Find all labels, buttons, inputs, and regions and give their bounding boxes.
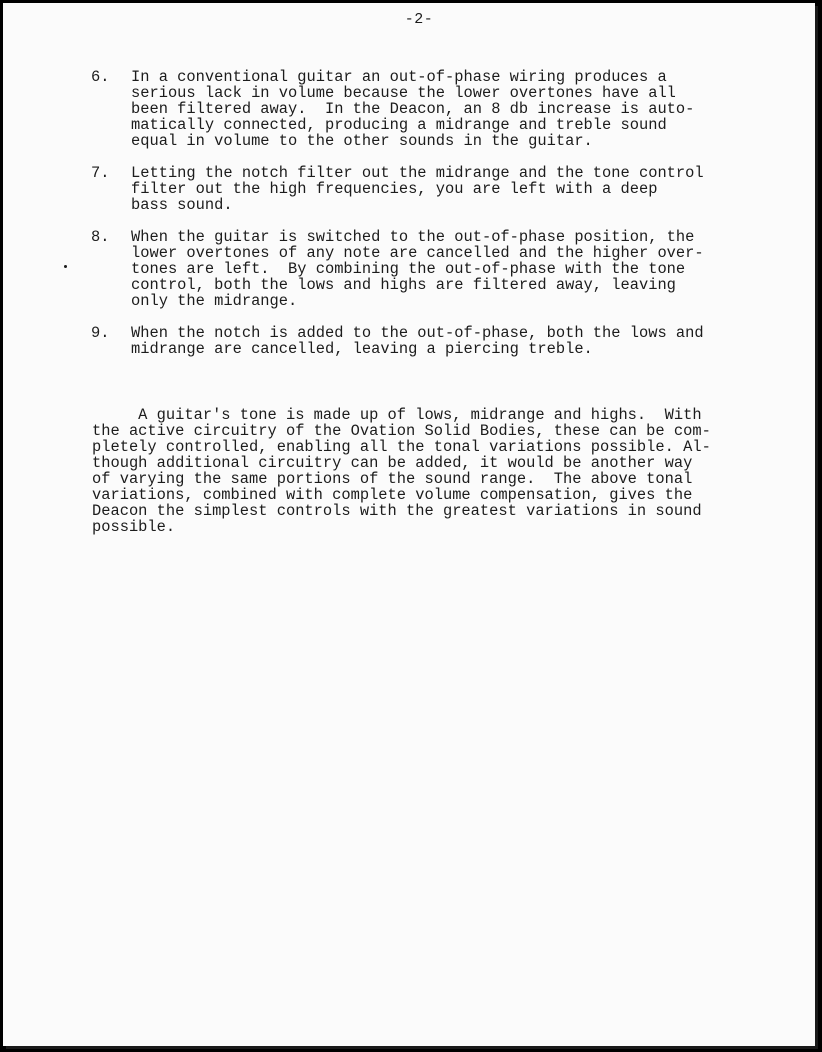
text-line: A guitar's tone is made up of lows, midrange and highs. With: [92, 406, 702, 424]
text-line: tones are left. By combining the out-of-phase with the tone: [131, 260, 686, 278]
list-item-6: [91, 69, 751, 149]
text-line: filter out the high frequencies, you are left with a deep: [131, 180, 658, 198]
list-item-text: [131, 229, 704, 309]
list-item-number: 6.: [91, 68, 110, 86]
text-line: pletely controlled, enabling all the tonal variations possible. Al-: [92, 438, 711, 456]
closing-paragraph: [92, 407, 762, 535]
page-number: -2-: [404, 11, 434, 28]
numbered-list: [91, 69, 751, 373]
text-line: Deacon the simplest controls with the greatest variations in sound: [92, 502, 702, 520]
document-page: [3, 3, 815, 1046]
text-line: lower overtones of any note are cancelled and the higher over-: [131, 244, 704, 262]
text-line: When the guitar is switched to the out-of-phase position, the: [131, 228, 695, 246]
list-item-number: 8.: [91, 228, 110, 246]
text-line: though additional circuitry can be added, it would be another way: [92, 454, 693, 472]
text-line: serious lack in volume because the lower overtones have all: [131, 84, 676, 102]
list-item-text: [131, 69, 694, 149]
text-line: control, both the lows and highs are filtered away, leaving: [131, 276, 676, 294]
text-line: been filtered away. In the Deacon, an 8 db increase is auto-: [131, 100, 695, 118]
list-item-number: 9.: [91, 324, 110, 342]
list-item-8: [91, 229, 751, 309]
list-item-7: [91, 165, 751, 213]
text-line: When the notch is added to the out-of-phase, both the lows and: [131, 324, 704, 342]
text-line: Letting the notch filter out the midrange and the tone control: [131, 164, 704, 182]
list-item-text: [131, 325, 704, 357]
text-line: variations, combined with complete volume compensation, gives the: [92, 486, 693, 504]
text-line: In a conventional guitar an out-of-phase wiring produces a: [131, 68, 667, 86]
text-line: possible.: [92, 518, 176, 536]
stray-ink-mark: [64, 265, 67, 268]
text-line: matically connected, producing a midrange and treble sound: [131, 116, 667, 134]
list-item-number: 7.: [91, 164, 110, 182]
text-line: bass sound.: [131, 196, 233, 214]
text-line: only the midrange.: [131, 292, 298, 310]
text-line: midrange are cancelled, leaving a piercing treble.: [131, 340, 593, 358]
text-line: of varying the same portions of the sound range. The above tonal: [92, 470, 693, 488]
text-line: the active circuitry of the Ovation Solid Bodies, these can be com-: [92, 422, 711, 440]
text-line: equal in volume to the other sounds in the guitar.: [131, 132, 593, 150]
list-item-9: [91, 325, 751, 357]
list-item-text: [131, 165, 704, 213]
